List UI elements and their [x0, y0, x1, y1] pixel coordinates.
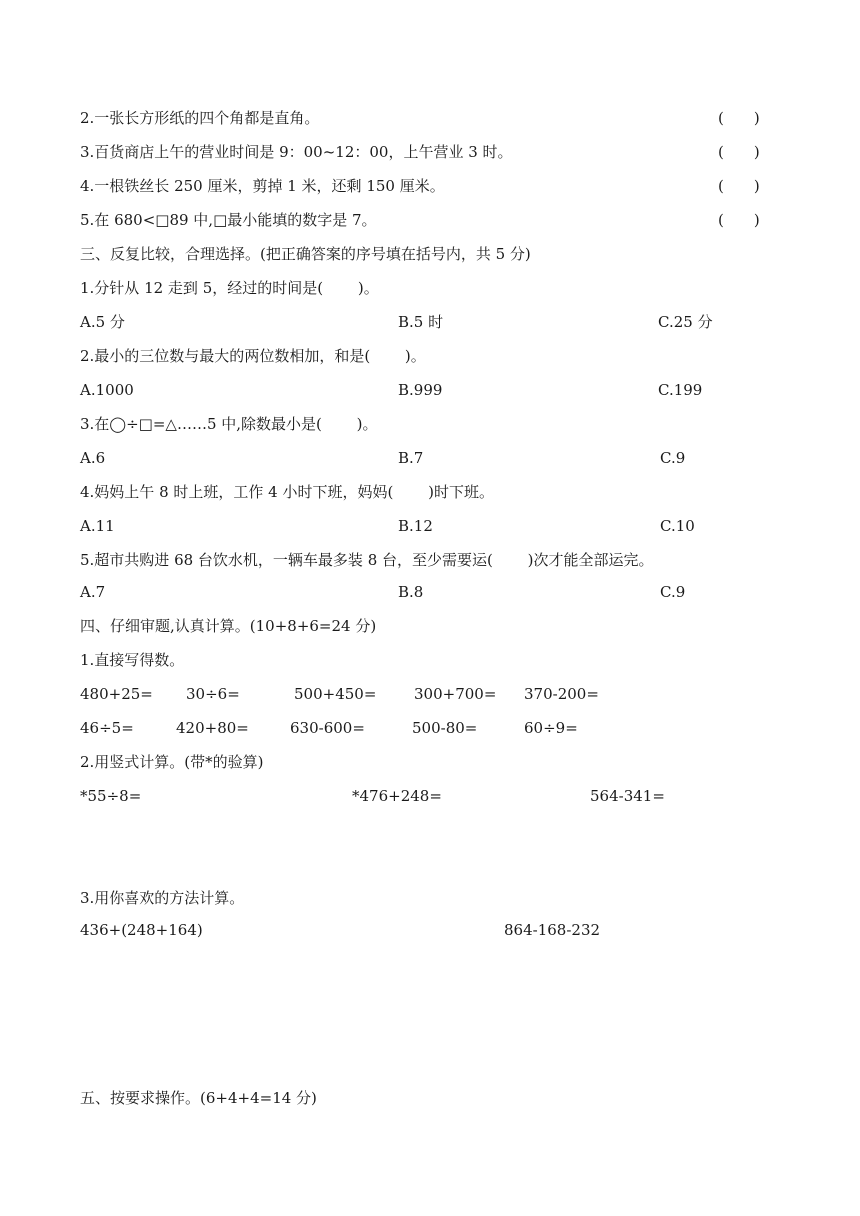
option-1-a[interactable]: A.5 分	[80, 313, 125, 331]
vertical-calc-title: 2.用竖式计算。(带*的验算)	[80, 753, 264, 771]
option-1-c[interactable]: C.25 分	[658, 313, 713, 331]
option-5-a[interactable]: A.7	[80, 583, 106, 601]
option-2-c[interactable]: C.199	[658, 381, 703, 399]
option-1-b[interactable]: B.5 时	[398, 313, 444, 331]
direct-calc-8: 630-600=	[290, 719, 365, 737]
free-calc-title: 3.用你喜欢的方法计算。	[80, 889, 245, 907]
direct-calc-6: 46÷5=	[80, 719, 134, 737]
option-5-b[interactable]: B.8	[398, 583, 424, 601]
direct-calc-4: 300+700=	[414, 685, 497, 703]
answer-paren-2[interactable]: ( )	[718, 109, 760, 127]
choice-question-4: 4.妈妈上午 8 时上班，工作 4 小时下班，妈妈( )时下班。	[80, 483, 494, 501]
answer-paren-5[interactable]: ( )	[718, 211, 760, 229]
option-3-c[interactable]: C.9	[660, 449, 686, 467]
judge-item-3: 3.百货商店上午的营业时间是 9：00~12：00，上午营业 3 时。	[80, 143, 513, 161]
option-4-a[interactable]: A.11	[80, 517, 115, 535]
option-5-c[interactable]: C.9	[660, 583, 686, 601]
direct-calc-9: 500-80=	[412, 719, 478, 737]
section-5-heading: 五、按要求操作。(6+4+4=14 分)	[80, 1089, 317, 1107]
direct-calc-7: 420+80=	[176, 719, 249, 737]
option-2-a[interactable]: A.1000	[80, 381, 134, 399]
direct-calc-5: 370-200=	[524, 685, 599, 703]
vertical-calc-3: 564-341=	[590, 787, 665, 805]
choice-question-3: 3.在◯÷□=△……5 中,除数最小是( )。	[80, 415, 378, 433]
option-3-b[interactable]: B.7	[398, 449, 424, 467]
direct-calc-2: 30÷6=	[186, 685, 240, 703]
judge-item-5: 5.在 680<□89 中,□最小能填的数字是 7。	[80, 211, 377, 229]
direct-calc-3: 500+450=	[294, 685, 377, 703]
option-3-a[interactable]: A.6	[80, 449, 106, 467]
answer-paren-3[interactable]: ( )	[718, 143, 760, 161]
option-4-b[interactable]: B.12	[398, 517, 433, 535]
section-3-heading: 三、反复比较，合理选择。(把正确答案的序号填在括号内，共 5 分)	[80, 245, 531, 263]
choice-question-2: 2.最小的三位数与最大的两位数相加，和是( )。	[80, 347, 426, 365]
free-calc-1: 436+(248+164)	[80, 921, 203, 939]
option-4-c[interactable]: C.10	[660, 517, 695, 535]
direct-calc-title: 1.直接写得数。	[80, 651, 185, 669]
judge-item-2: 2.一张长方形纸的四个角都是直角。	[80, 109, 320, 127]
vertical-calc-2: *476+248=	[352, 787, 442, 805]
free-calc-2: 864-168-232	[504, 921, 601, 939]
answer-paren-4[interactable]: ( )	[718, 177, 760, 195]
direct-calc-1: 480+25=	[80, 685, 153, 703]
option-2-b[interactable]: B.999	[398, 381, 443, 399]
choice-question-1: 1.分针从 12 走到 5，经过的时间是( )。	[80, 279, 379, 297]
choice-question-5: 5.超市共购进 68 台饮水机，一辆车最多装 8 台，至少需要运( )次才能全部运完。	[80, 551, 654, 569]
judge-item-4: 4.一根铁丝长 250 厘米，剪掉 1 米，还剩 150 厘米。	[80, 177, 445, 195]
vertical-calc-1: *55÷8=	[80, 787, 142, 805]
direct-calc-10: 60÷9=	[524, 719, 578, 737]
section-4-heading: 四、仔细审题,认真计算。(10+8+6=24 分)	[80, 617, 377, 635]
